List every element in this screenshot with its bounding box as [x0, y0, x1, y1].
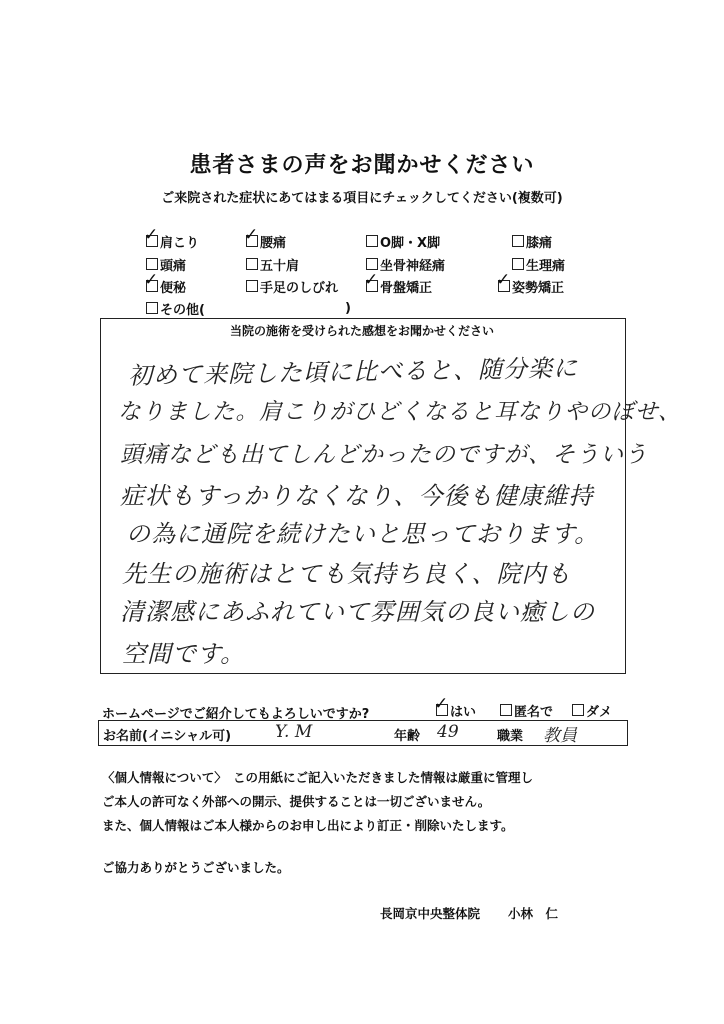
privacy-line: ご本人の許可なく外部への開示、提供することは一切ございません。	[102, 794, 491, 809]
option-yes[interactable]: ✓ はい	[434, 694, 477, 720]
comment-line: 初めて来院した頃に比べると、随分楽に	[127, 354, 579, 390]
comment-line: 空間です。	[122, 640, 246, 668]
comment-line: 頭痛なども出てしんどかったのですが、そういう	[120, 442, 648, 468]
name-value[interactable]: Y. M	[275, 722, 313, 742]
check-mark-icon: ✓	[364, 270, 379, 290]
symptom-shisei[interactable]: ✓ 姿勢矯正	[496, 270, 565, 296]
info-row	[98, 720, 628, 746]
checkbox-icon[interactable]	[434, 694, 449, 716]
age-value[interactable]: 49	[437, 722, 459, 742]
privacy-line: 〈個人情報について〉 この用紙にご記入いただきました情報は厳重に管理し	[102, 770, 534, 785]
checkbox-icon[interactable]	[144, 225, 159, 247]
clinic-name: 長岡京中央整体院	[380, 906, 481, 921]
comment-line: 先生の施術はとても気持ち良く、院内も	[122, 560, 572, 588]
privacy-line: また、個人情報はご本人様からのお申し出により訂正・削除いたします。	[102, 818, 514, 833]
checkbox-icon[interactable]	[512, 235, 524, 247]
homepage-question: ホームページでご紹介してもよろしいですか?	[102, 707, 370, 722]
checkbox-icon[interactable]	[246, 258, 258, 270]
checkbox-icon[interactable]	[366, 235, 378, 247]
symptom-shibire[interactable]: 手足のしびれ	[246, 277, 338, 295]
check-mark-icon: ✓	[144, 225, 159, 245]
checkbox-icon[interactable]	[496, 270, 511, 292]
checkbox-icon[interactable]	[364, 270, 379, 292]
job-label: 職業	[497, 729, 524, 744]
comment-line: の為に通院を続けたいと思っております。	[126, 520, 600, 548]
symptom-zakotsu[interactable]: 坐骨神経痛	[366, 255, 445, 273]
checkbox-icon[interactable]	[246, 280, 258, 292]
checkbox-icon[interactable]	[144, 270, 159, 292]
checkbox-icon[interactable]	[366, 258, 378, 270]
instruction-text: ご来院された症状にあてはまる項目にチェックしてください(複数可)	[161, 191, 563, 206]
checkbox-icon[interactable]	[500, 704, 512, 716]
check-mark-icon: ✓	[434, 694, 449, 714]
check-mark-icon: ✓	[244, 225, 259, 245]
symptom-o-x-kyaku[interactable]: O脚・X脚	[366, 232, 440, 250]
check-mark-icon: ✓	[496, 270, 511, 290]
checkbox-icon[interactable]	[572, 704, 584, 716]
comment-line: 症状もすっかりなくなり、今後も健康維持	[120, 482, 594, 510]
option-anonymous[interactable]: 匿名で	[500, 701, 553, 719]
thanks-text: ご協力ありがとうございました。	[102, 860, 290, 875]
symptom-seiritsu[interactable]: 生理痛	[512, 255, 565, 273]
symptom-kotsuban[interactable]: ✓ 骨盤矯正	[364, 270, 433, 296]
clinic-signature	[380, 904, 558, 922]
comment-line: なりました。肩こりがひどくなると耳なりやのぼせ、	[118, 399, 682, 425]
job-value[interactable]: 教員	[543, 726, 577, 746]
age-label: 年齢	[394, 729, 421, 744]
checkbox-icon[interactable]	[512, 258, 524, 270]
check-mark-icon: ✓	[144, 270, 159, 290]
checkbox-icon[interactable]	[244, 225, 259, 247]
symptom-hizatsu[interactable]: 膝痛	[512, 232, 552, 250]
checkbox-icon[interactable]	[146, 258, 158, 270]
comment-header: 当院の施術を受けられた感想をお聞かせください	[229, 324, 494, 338]
symptom-katakori[interactable]: ✓ 肩こり	[144, 225, 200, 251]
checkbox-icon[interactable]	[146, 302, 158, 314]
symptom-zutsu[interactable]: 頭痛	[146, 255, 186, 273]
symptom-gojukata[interactable]: 五十肩	[246, 255, 299, 273]
symptom-other[interactable]: その他( )	[146, 299, 351, 317]
symptom-benpi[interactable]: ✓ 便秘	[144, 270, 187, 296]
page-title: 患者さまの声をお聞かせください	[189, 153, 535, 178]
option-no[interactable]: ダメ	[572, 701, 612, 719]
comment-line: 清潔感にあふれていて雰囲気の良い癒しの	[120, 598, 595, 626]
symptom-youtsu[interactable]: ✓ 腰痛	[244, 225, 287, 251]
name-label: お名前(イニシャル可)	[103, 729, 232, 744]
practitioner-name: 小林 仁	[508, 906, 559, 921]
